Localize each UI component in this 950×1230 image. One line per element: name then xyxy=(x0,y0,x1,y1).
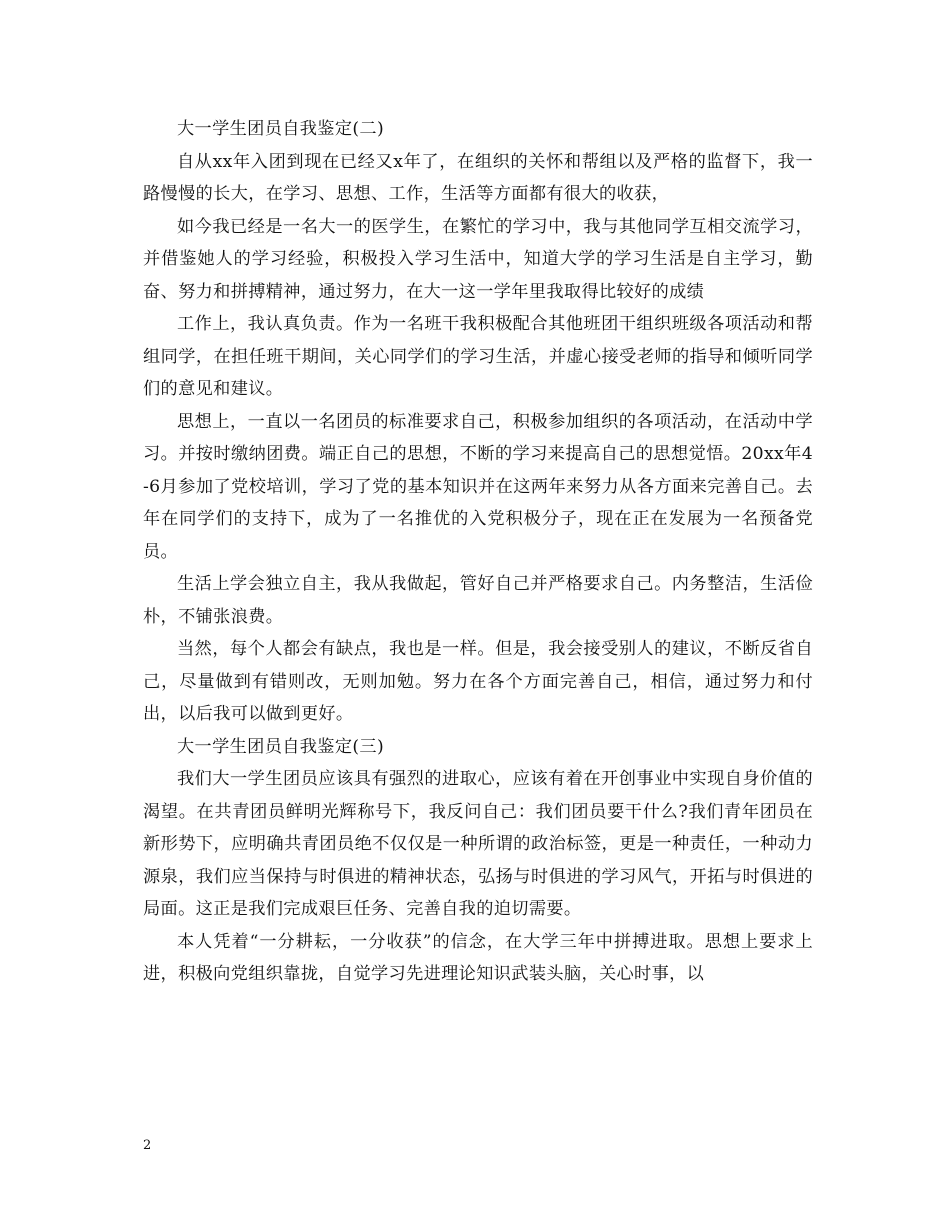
paragraph-work: 工作上，我认真负责。作为一名班干我积极配合其他班团干组织班级各项活动和帮组同学，在担任班干期间，关心同学们的学习生活，并虚心接受老师的指导和倾听同学们的意见和建议。 xyxy=(143,314,813,399)
paragraph-ambition: 我们大一学生团员应该具有强烈的进取心，应该有着在开创事业中实现自身价值的渴望。在共青团员鲜明光辉称号下，我反问自己：我们团员要干什么?我们青年团员在新形势下，应明确共青团员绝不仅仅是一种所谓的政治标签，更是一种责任，一种动力源泉，我们应当保持与时俱进的精神状态，弘扬与时俱进的学习风气，开拓与时俱进的局面。这正是我们完成艰巨任务、完善自我的迫切需要。 xyxy=(143,769,813,919)
paragraph-thought: 思想上，一直以一名团员的标准要求自己，积极参加组织的各项活动，在活动中学习。并按时缴纳团费。端正自己的思想，不断的学习来提高自己的思想觉悟。20xx年4-6月参加了党校培训，学习了党的基本知识并在这两年来努力从各方面来完善自己。去年在同学们的支持下，成为了一名推优的入党积极分子，现在正在发展为一名预备党员。 xyxy=(143,411,813,562)
paragraph-intro: 自从xx年入团到现在已经又x年了，在组织的关怀和帮组以及严格的监督下，我一路慢慢的长大，在学习、思想、工作，生活等方面都有很大的收获， xyxy=(143,151,813,204)
document-body xyxy=(143,113,813,991)
section-heading-2: 大一学生团员自我鉴定(二) xyxy=(177,119,385,139)
paragraph-life: 生活上学会独立自主，我从我做起，管好自己并严格要求自己。内务整洁，生活俭朴，不铺张浪费。 xyxy=(143,574,813,627)
page-number: 2 xyxy=(143,1138,152,1153)
paragraph-study: 如今我已经是一名大一的医学生，在繁忙的学习中，我与其他同学互相交流学习，并借鉴她人的学习经验，积极投入学习生活中，知道大学的学习生活是自主学习，勤奋、努力和拼搏精神，通过努力，在大一这一学年里我取得比较好的成绩 xyxy=(143,216,813,302)
paragraph-belief: 本人凭着“一分耕耘，一分收获”的信念，在大学三年中拼搏进取。思想上要求上进，积极向党组织靠拢，自觉学习先进理论知识武装头脑，关心时事，以 xyxy=(143,931,813,984)
section-heading-3: 大一学生团员自我鉴定(三) xyxy=(177,736,385,757)
paragraph-shortcomings: 当然，每个人都会有缺点，我也是一样。但是，我会接受别人的建议，不断反省自己，尽量做到有错则改，无则加勉。努力在各个方面完善自己，相信，通过努力和付出，以后我可以做到更好。 xyxy=(143,639,813,724)
